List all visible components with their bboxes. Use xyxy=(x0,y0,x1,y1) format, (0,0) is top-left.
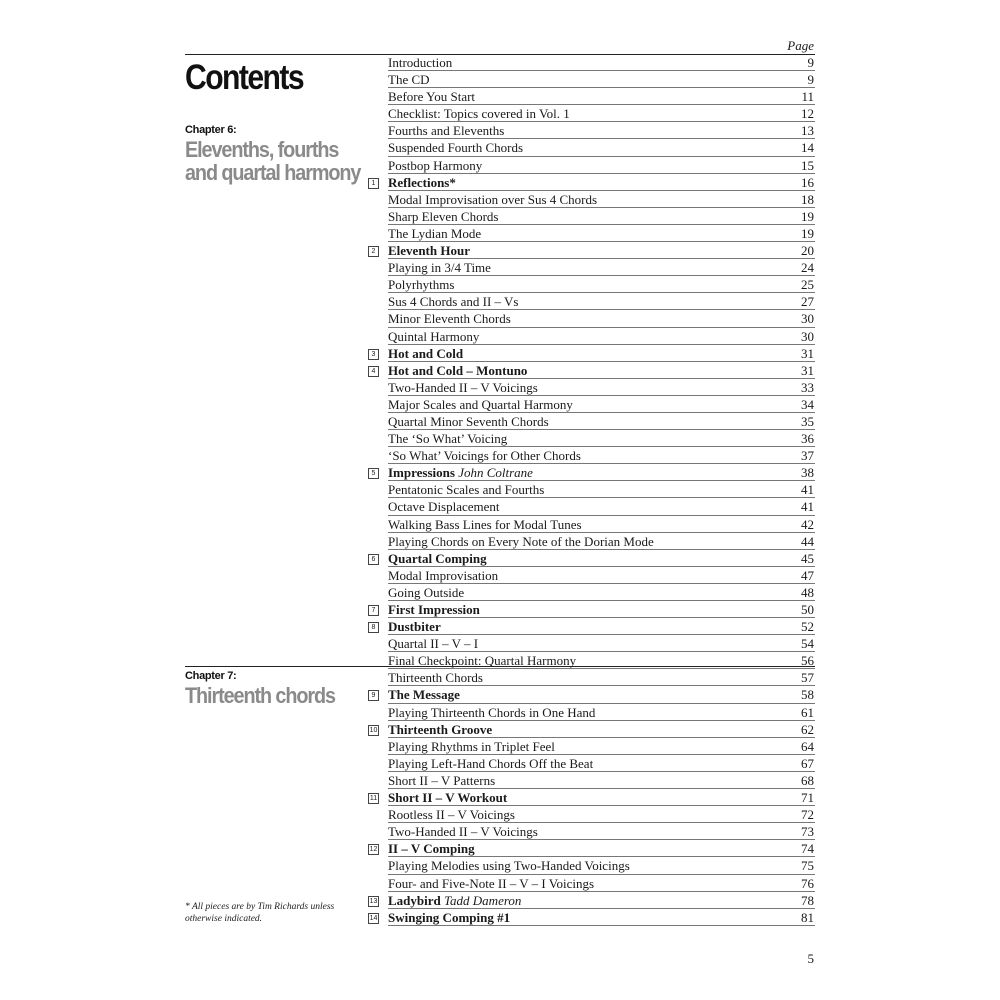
toc-entry-title xyxy=(388,294,519,310)
table-of-contents xyxy=(365,54,815,926)
toc-entry xyxy=(365,550,815,567)
toc-entry-title-text: The ‘So What’ Voicing xyxy=(388,431,508,447)
toc-entry-page: 37 xyxy=(801,448,814,464)
toc-entry-page: 9 xyxy=(807,72,814,88)
toc-entry xyxy=(365,464,815,481)
toc-entry xyxy=(365,54,815,71)
toc-entry-title-text: Quartal II – V – I xyxy=(388,636,479,652)
toc-entry-page: 44 xyxy=(801,533,814,549)
track-number-badge: 12 xyxy=(369,846,378,854)
toc-entry-page: 67 xyxy=(801,755,814,771)
track-number-badge: 2 xyxy=(368,246,379,257)
toc-entry-title xyxy=(388,670,483,686)
toc-entry xyxy=(365,174,815,191)
toc-entry-title-text: Before You Start xyxy=(388,89,476,105)
toc-entry-title-text: Sus 4 Chords and II – Vs xyxy=(388,294,519,310)
toc-entry xyxy=(365,396,815,413)
toc-entry xyxy=(365,447,815,464)
toc-entry-title xyxy=(388,876,594,892)
toc-entry xyxy=(365,310,815,327)
toc-entry-title-text: Quartal Minor Seventh Chords xyxy=(388,413,549,429)
toc-entry xyxy=(365,498,815,515)
toc-entry-page: 61 xyxy=(801,704,814,720)
toc-entry-title-text: Impressions xyxy=(388,465,455,481)
toc-entry-page: 30 xyxy=(801,328,814,344)
toc-entry-title xyxy=(388,226,481,242)
toc-entry-title-text: Walking Bass Lines for Modal Tunes xyxy=(388,516,582,532)
toc-entry xyxy=(365,738,815,755)
toc-entry-title xyxy=(388,123,504,139)
toc-entry xyxy=(365,892,815,909)
toc-entry xyxy=(365,191,815,208)
toc-entry-page: 36 xyxy=(801,431,814,447)
toc-entry-title-text: Checklist: Topics covered in Vol. 1 xyxy=(388,106,570,122)
toc-entry-title-text: Playing Melodies using Two-Handed Voicings xyxy=(388,858,630,874)
toc-entry-title-text: Octave Displacement xyxy=(388,499,500,515)
toc-entry-page: 45 xyxy=(801,550,814,566)
toc-entry-page: 35 xyxy=(801,413,814,429)
toc-entry-title-text: Sharp Eleven Chords xyxy=(388,208,499,224)
toc-entry-title xyxy=(388,465,533,481)
chapter-title: Thirteenth chords xyxy=(185,683,335,708)
toc-entry-title-text: Rootless II – V Voicings xyxy=(388,807,515,823)
toc-entry-title-text: Swinging Comping #1 xyxy=(388,909,511,925)
toc-entry-page: 24 xyxy=(801,260,814,276)
page-number: 5 xyxy=(807,951,814,966)
toc-entry-title-text: Suspended Fourth Chords xyxy=(388,140,524,156)
toc-entry xyxy=(365,857,815,874)
toc-entry-page: 38 xyxy=(801,465,814,481)
toc-entry-page: 25 xyxy=(801,277,814,293)
toc-entry xyxy=(365,823,815,840)
toc-entry-page: 31 xyxy=(801,362,814,378)
track-number-badge: 10 xyxy=(369,726,378,734)
toc-entry-title xyxy=(388,687,460,703)
toc-entry-title xyxy=(388,790,507,806)
toc-entry-title-text: Playing Rhythms in Triplet Feel xyxy=(388,738,555,754)
toc-entry xyxy=(365,601,815,618)
toc-entry xyxy=(365,208,815,225)
toc-entry-title-text: Two-Handed II – V Voicings xyxy=(388,824,538,840)
toc-entry xyxy=(365,88,815,105)
toc-entry xyxy=(365,225,815,242)
toc-entry xyxy=(365,840,815,857)
track-number-badge: 13 xyxy=(369,897,378,905)
toc-entry xyxy=(365,328,815,345)
toc-entry-title-text: II – V Comping xyxy=(388,841,475,857)
toc-entry-title xyxy=(388,568,498,584)
toc-entry-title-text: Playing Thirteenth Chords in One Hand xyxy=(388,704,596,720)
toc-entry-title-text: Reflections* xyxy=(388,174,456,190)
toc-entry-page: 48 xyxy=(801,584,814,600)
toc-entry-page: 19 xyxy=(801,208,814,224)
toc-entry xyxy=(365,567,815,584)
toc-entry-title-text: Introduction xyxy=(388,55,453,70)
toc-entry xyxy=(365,635,815,652)
toc-entry xyxy=(365,122,815,139)
toc-entry-page: 52 xyxy=(801,619,814,635)
toc-entry-title-text: Dustbiter xyxy=(388,619,441,635)
toc-entry xyxy=(365,71,815,88)
toc-entry-title-text: The CD xyxy=(388,72,430,88)
toc-entry-page: 74 xyxy=(801,841,814,857)
toc-entry-title-text: Pentatonic Scales and Fourths xyxy=(388,482,545,498)
toc-entry-page: 57 xyxy=(801,670,814,686)
page-column-label: Page xyxy=(787,38,814,53)
toc-entry-page: 31 xyxy=(801,345,814,361)
track-number-badge: 14 xyxy=(369,914,378,922)
toc-entry-title-text: Ladybird xyxy=(388,892,441,908)
toc-entry-title xyxy=(388,140,523,156)
chapter-6-heading xyxy=(185,124,385,184)
toc-entry-title xyxy=(388,807,515,823)
track-number-badge: 11 xyxy=(369,795,378,803)
toc-entry-title-text: Postbop Harmony xyxy=(388,157,483,173)
toc-entry-page: 62 xyxy=(801,721,814,737)
toc-entry-title xyxy=(388,739,555,755)
toc-entry-title-text: Playing Left-Hand Chords Off the Beat xyxy=(388,755,594,771)
chapter-7-heading xyxy=(185,670,385,707)
toc-entry-title xyxy=(388,858,630,874)
toc-entry-title-text: ‘So What’ Voicings for Other Chords xyxy=(388,448,581,464)
toc-entry-page: 81 xyxy=(801,909,814,925)
toc-entry-title xyxy=(388,824,538,840)
toc-entry-title xyxy=(388,175,456,191)
toc-entry-title xyxy=(388,551,487,567)
toc-entry-page: 12 xyxy=(801,106,814,122)
toc-entry xyxy=(365,157,815,174)
toc-entry-page: 42 xyxy=(801,516,814,532)
toc-entry-page: 27 xyxy=(801,294,814,310)
toc-entry xyxy=(365,806,815,823)
toc-entry-title-text: Quintal Harmony xyxy=(388,328,480,344)
toc-entry-title-text: Fourths and Elevenths xyxy=(388,123,505,139)
toc-entry xyxy=(365,516,815,533)
toc-entry xyxy=(365,105,815,122)
toc-entry xyxy=(365,721,815,738)
toc-entry-page: 14 xyxy=(801,140,814,156)
toc-entry-title-text: The Message xyxy=(388,687,460,703)
toc-entry xyxy=(365,652,815,669)
toc-entry-title xyxy=(388,72,430,88)
toc-entry-title xyxy=(388,158,482,174)
toc-entry-title xyxy=(388,517,582,533)
toc-entry xyxy=(365,618,815,635)
toc-entry-title-text: Quartal Comping xyxy=(388,550,487,566)
toc-entry-page: 33 xyxy=(801,379,814,395)
track-number-badge: 7 xyxy=(368,605,379,616)
toc-entry xyxy=(365,345,815,362)
track-number-badge: 4 xyxy=(368,366,379,377)
toc-entry xyxy=(365,276,815,293)
toc-entry-page: 34 xyxy=(801,396,814,412)
footnote: * All pieces are by Tim Richards unless otherwise indicated. xyxy=(185,902,335,924)
track-number-badge: 1 xyxy=(368,178,379,189)
toc-entry-title xyxy=(388,841,475,857)
toc-entry-title-text: Thirteenth Groove xyxy=(388,721,493,737)
toc-entry-page: 20 xyxy=(801,243,814,259)
track-number-badge: 3 xyxy=(368,349,379,360)
toc-entry-page: 18 xyxy=(801,191,814,207)
toc-entry-page: 30 xyxy=(801,311,814,327)
toc-entry-title xyxy=(388,602,480,618)
toc-entry-title-text: Playing in 3/4 Time xyxy=(388,260,491,276)
toc-entry-title xyxy=(388,636,478,652)
toc-entry-page: 41 xyxy=(801,482,814,498)
toc-entry xyxy=(365,875,815,892)
toc-entry-title xyxy=(388,55,452,71)
toc-entry-title xyxy=(388,106,570,122)
chapter-label: Chapter 7: xyxy=(185,670,237,682)
toc-entry-title xyxy=(388,311,511,327)
toc-entry xyxy=(365,413,815,430)
toc-entry-title xyxy=(388,893,521,909)
toc-entry-page: 41 xyxy=(801,499,814,515)
toc-entry xyxy=(365,686,815,703)
toc-entry-page: 71 xyxy=(801,790,814,806)
toc-entry-title-text: Minor Eleventh Chords xyxy=(388,311,511,327)
toc-entry xyxy=(365,533,815,550)
toc-entry-title xyxy=(388,192,597,208)
toc-entry-title xyxy=(388,260,491,276)
toc-entry xyxy=(365,909,815,926)
track-number-badge: 5 xyxy=(368,468,379,479)
toc-entry-title xyxy=(388,346,463,362)
toc-entry-title-text: Short II – V Workout xyxy=(388,790,508,806)
toc-entry-title-text: Hot and Cold – Montuno xyxy=(388,362,528,378)
toc-entry-title-text: Modal Improvisation over Sus 4 Chords xyxy=(388,191,598,207)
toc-entry-title-text: Short II – V Patterns xyxy=(388,772,496,788)
toc-entry-title xyxy=(388,431,507,447)
toc-entry-title xyxy=(388,243,470,259)
toc-entry-title xyxy=(388,773,495,789)
toc-entry-title-text: Thirteenth Chords xyxy=(388,670,483,686)
toc-entry-title xyxy=(388,534,654,550)
toc-entry-composer: Tadd Dameron xyxy=(444,892,522,908)
toc-entry-page: 72 xyxy=(801,807,814,823)
toc-entry-page: 19 xyxy=(801,225,814,241)
toc-entry-title xyxy=(388,89,475,105)
toc-entry-title-text: Four- and Five-Note II – V – I Voicings xyxy=(388,875,595,891)
toc-entry-page: 50 xyxy=(801,602,814,617)
toc-entry-title xyxy=(388,414,549,430)
toc-entry-title-text: Polyrhythms xyxy=(388,277,455,293)
toc-entry xyxy=(365,481,815,498)
toc-entry-page: 78 xyxy=(801,892,814,908)
toc-entry-page: 11 xyxy=(801,89,814,105)
toc-entry-page: 9 xyxy=(807,55,814,70)
toc-entry-page: 15 xyxy=(801,157,814,173)
toc-entry-title xyxy=(388,397,573,413)
toc-entry-title-text: Final Checkpoint: Quartal Harmony xyxy=(388,653,577,669)
toc-entry-title-text: Going Outside xyxy=(388,584,465,600)
toc-entry xyxy=(365,430,815,447)
toc-entry-title xyxy=(388,910,510,926)
toc-entry-title xyxy=(388,329,479,345)
chapter-title: Elevenths, fourths and quartal harmony xyxy=(185,137,361,185)
toc-entry-composer: John Coltrane xyxy=(458,465,533,481)
toc-entry-title xyxy=(388,363,527,379)
toc-entry-title xyxy=(388,653,576,669)
toc-entry-page: 47 xyxy=(801,567,814,583)
toc-entry-title xyxy=(388,619,441,635)
contents-title: Contents xyxy=(185,58,304,97)
toc-entry-title xyxy=(388,209,498,225)
toc-entry-page: 68 xyxy=(801,772,814,788)
toc-entry xyxy=(365,789,815,806)
toc-entry-rule xyxy=(388,925,815,926)
toc-entry-title-text: Playing Chords on Every Note of the Dorian Mode xyxy=(388,533,654,549)
toc-entry-title xyxy=(388,499,500,515)
toc-entry xyxy=(365,362,815,379)
toc-entry-title xyxy=(388,722,492,738)
toc-entry xyxy=(365,379,815,396)
toc-entry xyxy=(365,755,815,772)
toc-entry-page: 75 xyxy=(801,858,814,874)
toc-entry-page: 13 xyxy=(801,123,814,139)
toc-entry xyxy=(365,293,815,310)
toc-entry-title xyxy=(388,585,464,601)
toc-entry-title-text: Modal Improvisation xyxy=(388,567,499,583)
toc-entry-title-text: Eleventh Hour xyxy=(388,243,470,259)
toc-entry-page: 58 xyxy=(801,687,814,703)
toc-entry xyxy=(365,704,815,721)
toc-entry-title-text: Hot and Cold xyxy=(388,345,464,361)
toc-entry xyxy=(365,669,815,686)
toc-entry-title xyxy=(388,380,538,396)
toc-entry-page: 16 xyxy=(801,174,814,190)
toc-entry-title-text: The Lydian Mode xyxy=(388,225,482,241)
toc-entry-title-text: Major Scales and Quartal Harmony xyxy=(388,396,573,412)
toc-entry xyxy=(365,242,815,259)
toc-entry-title xyxy=(388,448,581,464)
toc-entry-title xyxy=(388,705,595,721)
toc-entry-page: 56 xyxy=(801,653,814,669)
track-number-badge: 6 xyxy=(368,554,379,565)
toc-entry-title xyxy=(388,277,454,293)
toc-entry-page: 54 xyxy=(801,636,814,652)
track-number-badge: 9 xyxy=(368,690,379,701)
chapter-label: Chapter 6: xyxy=(185,124,237,136)
toc-entry xyxy=(365,139,815,156)
toc-entry-title xyxy=(388,756,593,772)
toc-entry-title-text: First Impression xyxy=(388,602,480,617)
toc-entry xyxy=(365,584,815,601)
toc-entry xyxy=(365,259,815,276)
toc-entry-title-text: Two-Handed II – V Voicings xyxy=(388,379,538,395)
toc-entry-page: 73 xyxy=(801,824,814,840)
toc-entry-page: 64 xyxy=(801,738,814,754)
toc-entry-title xyxy=(388,482,544,498)
toc-entry-page: 76 xyxy=(801,875,814,891)
toc-entry xyxy=(365,772,815,789)
track-number-badge: 8 xyxy=(368,622,379,633)
